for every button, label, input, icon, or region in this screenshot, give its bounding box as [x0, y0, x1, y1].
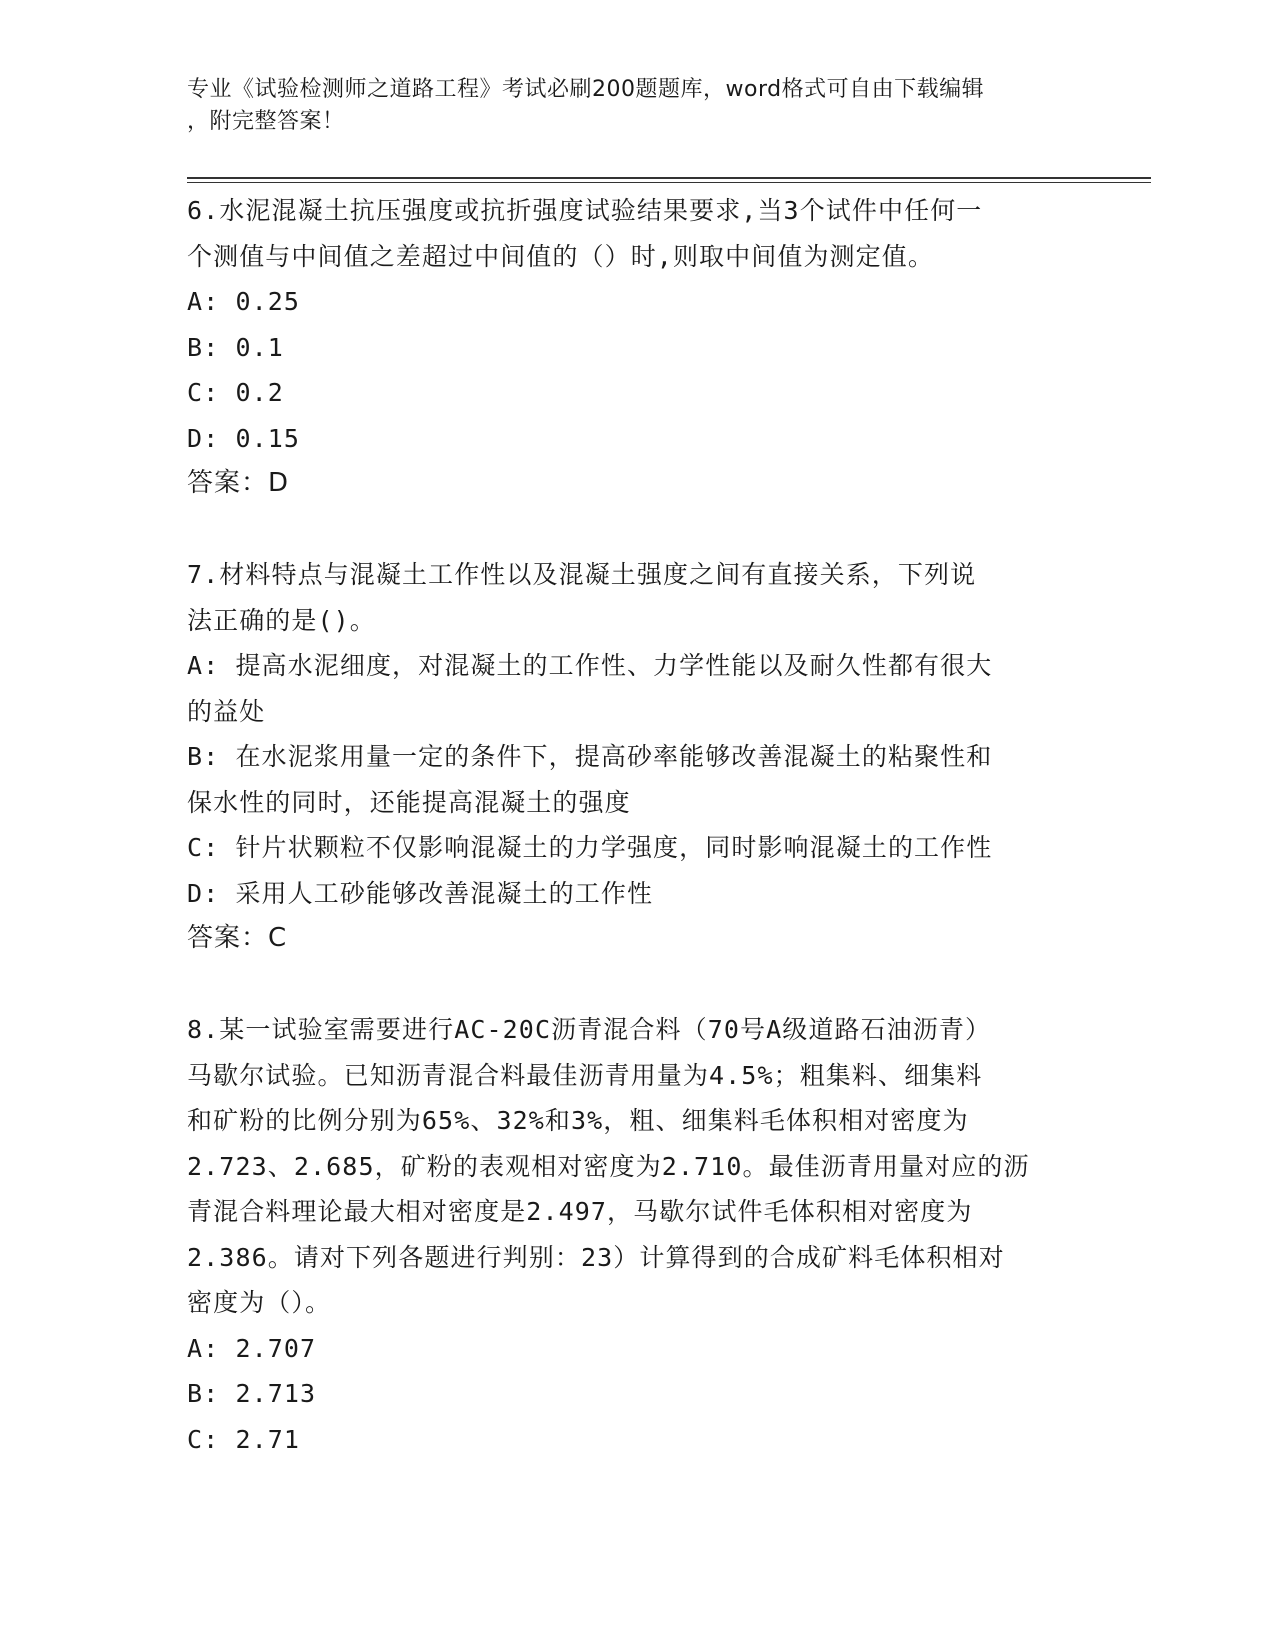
- question-stem-line: 6.水泥混凝土抗压强度或抗折强度试验结果要求,当3个试件中任何一: [187, 196, 983, 225]
- header-line-2: ，附完整答案！: [187, 109, 345, 134]
- option-a: A: 0.25: [187, 287, 301, 316]
- question-stem-line: 8.某一试验室需要进行AC-20C沥青混合料（70号A级道路石油沥青）: [187, 1015, 992, 1044]
- option-c: C: 针片状颗粒不仅影响混凝土的力学强度，同时影响混凝土的工作性: [187, 833, 993, 862]
- question-stem-line: 密度为（）。: [187, 1288, 332, 1317]
- header-line-1: 专业《试验检测师之道路工程》考试必刷200题题库，word格式可自由下载编辑: [187, 77, 985, 102]
- option-a: A: 2.707: [187, 1333, 317, 1363]
- question-list: [187, 188, 1087, 1462]
- question-7: [187, 552, 1087, 962]
- header-divider-thick: [187, 177, 1151, 179]
- option-c: C: 2.71: [187, 1424, 301, 1454]
- option-a: A: 提高水泥细度，对混凝土的工作性、力学性能以及耐久性都有很大: [187, 651, 993, 680]
- question-8: [187, 1007, 1087, 1462]
- question-stem-line: 7.材料特点与混凝土工作性以及混凝土强度之间有直接关系，下列说: [187, 560, 977, 589]
- answer: 答案：C: [187, 923, 288, 953]
- question-stem-line: 法正确的是()。: [187, 605, 376, 635]
- question-6: [187, 188, 1087, 507]
- option-b: B: 在水泥浆用量一定的条件下，提高砂率能够改善混凝土的粘聚性和: [187, 742, 993, 771]
- option-b: B: 2.713: [187, 1379, 317, 1408]
- question-stem-line: 2.386。请对下列各题进行判别：23）计算得到的合成矿料毛体积相对: [187, 1242, 1005, 1272]
- question-stem-line: 2.723、2.685，矿粉的表观相对密度为2.710。最佳沥青用量对应的沥: [187, 1151, 1030, 1181]
- option-d: D: 0.15: [187, 423, 301, 453]
- option-b-continued: 保水性的同时，还能提高混凝土的强度: [187, 787, 631, 817]
- question-spacer: [187, 507, 1087, 553]
- option-d: D: 采用人工砂能够改善混凝土的工作性: [187, 878, 654, 908]
- option-c: C: 0.2: [187, 378, 284, 407]
- answer: 答案：D: [187, 468, 290, 498]
- question-stem-line: 马歇尔试验。已知沥青混合料最佳沥青用量为4.5%；粗集料、细集料: [187, 1060, 983, 1090]
- header-divider-thin: [187, 182, 1151, 183]
- document-header: [187, 74, 1067, 138]
- option-a-continued: 的益处: [187, 696, 266, 726]
- question-stem-line: 青混合料理论最大相对密度是2.497，马歇尔试件毛体积相对密度为: [187, 1197, 973, 1226]
- question-stem-line: 个测值与中间值之差超过中间值的（）时,则取中间值为测定值。: [187, 241, 934, 271]
- option-b: B: 0.1: [187, 332, 284, 362]
- question-stem-line: 和矿粉的比例分别为65%、32%和3%，粗、细集料毛体积相对密度为: [187, 1106, 969, 1135]
- question-spacer: [187, 962, 1087, 1008]
